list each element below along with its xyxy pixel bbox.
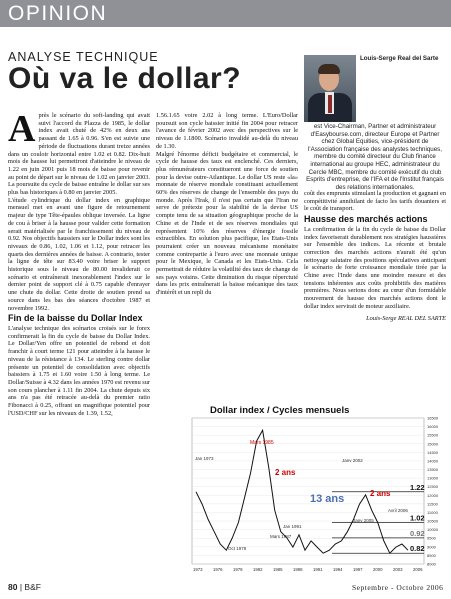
x-tick-label: 1991 xyxy=(313,567,323,572)
article-column-2 xyxy=(156,112,298,297)
x-tick-label: 1985 xyxy=(273,567,283,572)
y-tick-label: 8000 xyxy=(427,561,436,567)
x-tick-label: 2003 xyxy=(393,567,403,572)
chart-annotation: 13 ans xyxy=(310,493,345,505)
chart-title: Dollar index / Cycles mensuels xyxy=(210,405,350,416)
author-bio: est Vice-Chairman, Partner et administrateur d'Easybourse.com, directeur Europe et Partner chez Global Equities, vice-président de l'Association française des analystes techniques, membre du comité directeur du Club finance international au groupe HEC, administrateur du Cercle MBC, membre du comité exécutif du club Esprits d'entreprise, de l'IFA et de l'Institut français des relations internationales. xyxy=(306,123,444,191)
chart-annotation: Oct 1978 xyxy=(228,546,247,551)
chart-annotation: Avril 2006 xyxy=(388,508,408,513)
author-photo xyxy=(304,55,356,122)
dropcap: A xyxy=(8,108,36,150)
chart-annotation: Jan 1991 xyxy=(283,524,302,529)
article-title: Où va le dollar? xyxy=(8,62,242,95)
chart-annotation: Janv 2002 xyxy=(342,458,363,463)
x-tick-label: 1973 xyxy=(193,567,203,572)
x-tick-label: 1988 xyxy=(293,567,303,572)
page-number: 80 xyxy=(8,582,18,592)
x-tick-label: 1976 xyxy=(213,567,223,572)
y-tick-label: 9500 xyxy=(427,535,436,541)
level-label: 1.22 xyxy=(410,482,425,492)
y-tick-label: 15500 xyxy=(427,432,439,438)
paragraph: L'étude cylindrique du dollar index en graphique mensuel met en avant une figure de retournement majeur de type Tête-épaules oblique inversée. La ligne de cou à briser à la hausse pour valider cette formation serait matérialisée par le franchissement du niveau de 0.92. Nos objectifs haussiers sur le Dollar index sont les niveaux de 0.86, 1.02, 1.06 et 1.12, pour retracer les quarts des dernières années de baisse. A contrario, tester la ligne de tête sur 83.40 voire briser le support historique sous le niveau de 80.00 invaliderait ce scénario et entraînerait inexorablement l'index sur le dernier point de support clé à 0.75 capable d'enrayer une chute du dollar. Cette droite de soutien prend sa source dans les bas des séances d'octobre 1987 et novembre 1992. xyxy=(8,196,150,312)
y-tick-label: 11000 xyxy=(427,509,438,515)
signature: Louis-Serge REAL DEL SARTE xyxy=(366,314,446,322)
y-tick-label: 11500 xyxy=(427,501,438,507)
level-label: 1.02 xyxy=(410,513,425,523)
author-bio-top xyxy=(360,55,446,63)
footer-date: Septembre - Octobre 2006 xyxy=(352,583,444,592)
y-tick-label: 12000 xyxy=(427,492,439,498)
level-label: 0.82 xyxy=(410,544,425,554)
y-tick-label: 10000 xyxy=(427,527,439,533)
subheading: Fin de la baisse du Dollar Index xyxy=(8,313,143,324)
paragraph: coût des emprunts stimulant la production et gagnant en compétitivité annihilant de facto les tarifs douaniers et le coût de transport. xyxy=(304,190,446,213)
y-tick-label: 16000 xyxy=(427,424,439,430)
paragraph: L'analyse technique des scénarios croisés sur le forex confirmerait la fin du cycle de baisse du Dollar Index. Le Dollar/Yen offre un potentiel de rebond et doit franchir à court terme 121 pour atteindre à la hausse le niveau de la résistance à 134. Le sterling contre dollar présente un potentiel de consolidation avec objectifs baissiers à 1.75 et 1.60 voire 1.50 à long terme. Le Dollar/Suisse à 4.32 dans les années 1970 est revenu sur son cours plancher à 1.11 fin 2004. La chute depuis six ans n'a pas été retracée au-delà du premier ratio Fibonacci à 0.25, offrant un magnifique potentiel pour l'USD/CHF sur les niveaux de 1.39, 1.52, xyxy=(8,324,150,417)
chart-annotation: Mars 1987 xyxy=(270,534,292,539)
brand: B&F xyxy=(24,582,41,592)
footer-left: 80 | B&F xyxy=(8,582,41,592)
x-tick-label: 1997 xyxy=(353,567,363,572)
y-tick-label: 8500 xyxy=(427,552,436,558)
chart-annotation: Jan 1973 xyxy=(195,456,214,461)
y-tick-label: 12500 xyxy=(427,484,439,490)
article-column-3 xyxy=(304,190,446,322)
section-title: OPINION xyxy=(8,2,108,25)
x-tick-label: 1994 xyxy=(333,567,343,572)
chart-annotation: 2 ans xyxy=(275,468,296,477)
x-tick-label: 2000 xyxy=(373,567,383,572)
chart-annotation: Mars 1985 xyxy=(250,440,274,446)
article-kicker: ANALYSE TECHNIQUE xyxy=(8,50,159,64)
y-tick-label: 14500 xyxy=(427,449,439,455)
article-column-1 xyxy=(8,108,150,417)
y-tick-label: 10500 xyxy=(427,518,439,524)
chart-annotation: 2 ans xyxy=(370,489,391,498)
paragraph: Malgré l'énorme déficit budgétaire et commercial, le cycle de hausse des taux est enclenché. Ces derniers, plus rémunérateurs constitueront une force de soutien pour la devise outre-Atlantique. Le dollar US reste «la» monnaie de réserve mondiale constituant actuellement 60% des réserves de change de l'ensemble des pays du monde. Après l'Irak, il n'est pas certain que l'Iran ne serve de prétexte pour la stabilité de la devise US compte tenu de sa situation géographique proche de la Chine et de l'Inde et de ses réserves mondiales qui représentent 10% des réserves d'énergie fossile extractibles. En solution plus pacifique, les Etats-Unis pourraient créer un nouveau mécanisme monétaire comme contrepartie à l'euro avec une monnaie unique pour le Mexique, le Canada et les Etats-Unis. Cela permettrait de réduire la volatilité des taux de change de ses pays voisins. Cette diminution du risque réperctuté dans les prix entraînerait la baisse mécanique des taux d'intérêt et un repli du xyxy=(156,150,298,297)
y-tick-label: 16500 xyxy=(427,415,439,421)
dollar-index-chart xyxy=(170,400,451,580)
chart-annotation: Janv 2005 xyxy=(353,518,374,523)
level-label: 0.92 xyxy=(410,528,425,538)
paragraph: La confirmation de la fin du cycle de baisse du Dollar index favoriserait durablement nos stratégies haussières sur l'ensemble des indices. La récente et brutale correction des marchés actions n'aurait été qu'un nettoyage salutaire des positions spéculatives anticipant le scénario de forte croissance mondiale tirée par la Chine avec l'Inde dans une moindre mesure et des tensions inhérentes aux coûts prohibitifs des matières premières. Nous serions donc au cœur d'un formidable mouvement de hausse des marchés actions dont le dollar index servirait de moteur auxiliaire. xyxy=(304,225,446,310)
paragraph: 1.56.1.65 voire 2.02 à long terme. L'Euro/Dollar poursuit son cycle baissier initié fin 2004 pour retracer l'avance de février 2002 avec des perspectives sur le niveau de 1.1800. Scénario invalidé au-delà du niveau de 1.30. xyxy=(156,112,298,150)
x-tick-label: 1982 xyxy=(253,567,263,572)
author-name: Louis-Serge Real del Sarte xyxy=(360,55,439,62)
y-tick-label: 13500 xyxy=(427,467,439,473)
x-tick-label: 1979 xyxy=(233,567,243,572)
y-tick-label: 9000 xyxy=(427,544,436,550)
subheading: Hausse des marchés actions xyxy=(304,214,428,225)
y-tick-label: 13000 xyxy=(427,475,439,481)
paragraph: près le scénario du soft-landing qui avait suivi l'accord du Plazza de 1985, le dollar index avait chuté de 42% en deux ans passant de 1.65 à 0.96. S'en est suivie une période de fluctuations durant treize années dans un couloir horizontal entre 1.02 et 0.82. Dix-huit mois de hausse lui permettront d'atteindre le niveau de 1.22 en juin 2001 puis 18 mois de baisse pour revenir au point de départ sur le niveau de 1.02 en janvier 2003. La poursuite du cycle de baisse entraîne le dollar sur ses plus bas historiques à 0.80 en janvier 2005. xyxy=(8,112,150,197)
x-tick-label: 2006 xyxy=(413,567,423,572)
y-tick-label: 15000 xyxy=(427,441,439,447)
y-tick-label: 14000 xyxy=(427,458,439,464)
